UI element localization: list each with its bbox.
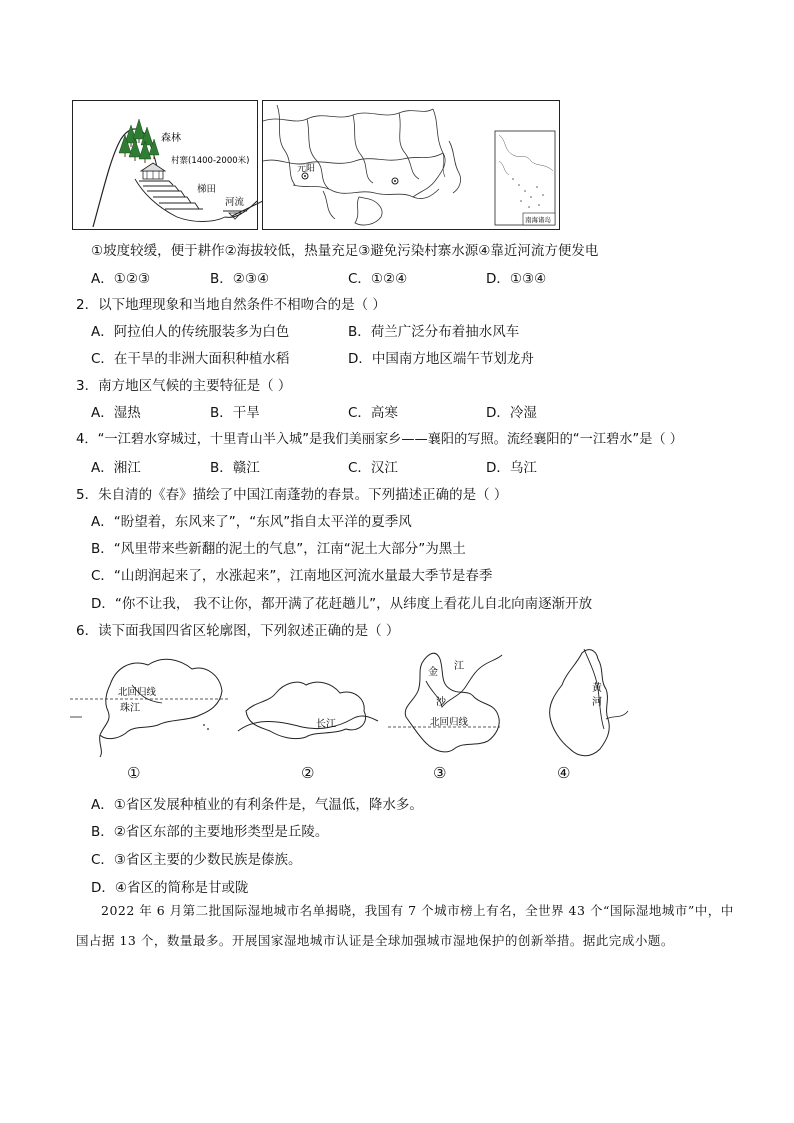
q2-stem: 2．以下地理现象和当地自然条件不相吻合的是（ ）	[76, 297, 386, 313]
q4-option-b[interactable]: B．赣江	[210, 460, 260, 476]
he-label: 河	[592, 697, 602, 708]
yuanyang-label: 元阳	[297, 164, 316, 174]
tropic-label-3: 北回归线	[430, 717, 469, 728]
q4-option-a[interactable]: A．湘江	[91, 460, 141, 476]
q6-option-a[interactable]: A．①省区发展种植业的有利条件是，气温低，降水多。	[91, 797, 423, 813]
sha-label: 沙	[436, 697, 446, 708]
q6-option-d[interactable]: D．④省区的简称是甘或陇	[91, 880, 249, 896]
village-house-icon	[141, 163, 165, 179]
q4-option-c[interactable]: C．汉江	[348, 460, 398, 476]
southern-china-map	[262, 100, 560, 230]
q1-option-d[interactable]: D．①③④	[486, 271, 547, 287]
q6-option-b[interactable]: B．②省区东部的主要地形类型是丘陵。	[91, 824, 329, 840]
zhujiang-label: 珠江	[120, 703, 140, 714]
q5-option-d[interactable]: D．“你不让我， 我不让你，都开满了花赶趟儿”，从纬度上看花儿自北向南逐渐开放	[91, 596, 593, 612]
huang-label: 黄	[592, 683, 602, 694]
province-map-4	[550, 649, 628, 756]
q2-option-d[interactable]: D．中国南方地区端午节划龙舟	[348, 351, 534, 367]
village-label: 村寨(1400-2000米)	[171, 156, 250, 166]
q2-option-c[interactable]: C．在干旱的非洲大面积种植水稻	[91, 351, 290, 367]
province-map-2	[238, 682, 378, 738]
q3-option-d[interactable]: D．冷湿	[486, 405, 537, 421]
province-outlines	[70, 645, 640, 785]
terrace-label: 梯田	[197, 184, 217, 195]
province-map-1	[70, 659, 228, 757]
q5-option-b[interactable]: B．“风里带来些新翻的泥土的气息”，江南“泥土大部分”为黑土	[91, 541, 466, 557]
map-number-2: ②	[301, 764, 315, 782]
q3-option-a[interactable]: A．湿热	[91, 405, 141, 421]
q1-option-a[interactable]: A．①②③	[91, 271, 151, 287]
southern-china-map-drawing	[263, 101, 559, 229]
south-sea-label: 南海诸岛	[525, 216, 551, 224]
q3-option-c[interactable]: C．高寒	[348, 405, 398, 421]
q6-option-c[interactable]: C．③省区主要的少数民族是傣族。	[91, 852, 302, 868]
south-sea-inset	[495, 131, 555, 225]
q1-option-c[interactable]: C．①②④	[348, 271, 408, 287]
q1-option-b[interactable]: B．②③④	[210, 271, 270, 287]
q6-stem: 6．读下面我国四省区轮廓图，下列叙述正确的是（ ）	[76, 623, 400, 639]
forest-label: 森林	[161, 133, 181, 144]
province-map-3	[388, 653, 502, 752]
tropic-label-1: 北回归线	[118, 687, 157, 698]
map-number-3: ③	[433, 764, 447, 782]
jin-label: 金	[428, 667, 438, 678]
changjiang-label: 长江	[316, 719, 336, 730]
q2-option-b[interactable]: B．荷兰广泛分布着抽水风车	[348, 324, 520, 340]
q5-option-c[interactable]: C．“山朗润起来了，水涨起来”，江南地区河流水量最大季节是春季	[91, 568, 493, 584]
river-label: 河流	[225, 197, 245, 208]
q4-option-d[interactable]: D．乌江	[486, 460, 537, 476]
q5-option-a[interactable]: A．“盼望着，东风来了”，“东风”指自太平洋的夏季风	[91, 514, 412, 530]
q4-stem: 4．“一江碧水穿城过，十里青山半入城”是我们美丽家乡——襄阳的写照。流经襄阳的“一江碧水”是（ ）	[76, 432, 683, 447]
q3-stem: 3．南方地区气候的主要特征是（ ）	[76, 378, 292, 394]
map-number-4: ④	[557, 764, 571, 782]
wetland-passage: 2022 年 6 月第二批国际湿地城市名单揭晓，我国有 7 个城市榜上有名，全世界 43 个“国际湿地城市”中，中国占据 13 个，数量最多。开展国家湿地城市认证是全球加强城市湿地保护的创新举措。据此完成小题。	[76, 903, 734, 948]
q1-statements: ①坡度较缓，便于耕作②海拔较低，热量充足③避免污染村寨水源④靠近河流方便发电	[91, 243, 599, 259]
q3-option-b[interactable]: B．干旱	[210, 405, 260, 421]
q2-option-a[interactable]: A．阿拉伯人的传统服装多为白色	[91, 324, 290, 340]
map-number-1: ①	[127, 764, 141, 782]
jiang-label: 江	[454, 661, 464, 672]
q5-stem: 5．朱自清的《春》描绘了中国江南蓬勃的春景。下列描述正确的是（ ）	[76, 487, 508, 503]
